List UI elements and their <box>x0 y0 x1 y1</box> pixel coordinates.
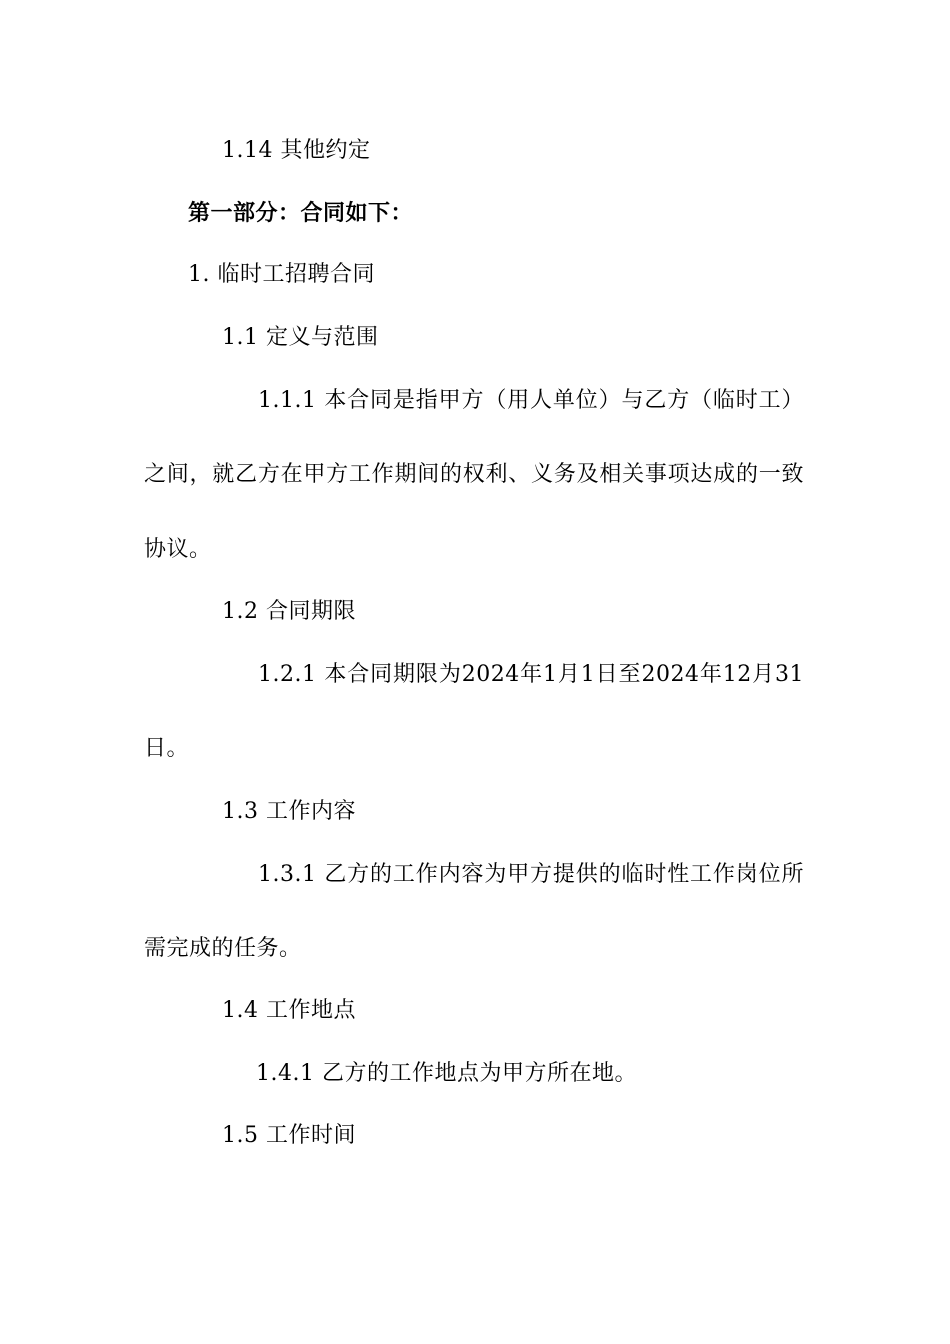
clause-1-4-title: 1.4 工作地点 <box>222 998 356 1023</box>
clause-1-1-1-line-2: 之间，就乙方在甲方工作期间的权利、义务及相关事项达成的一致 <box>144 462 804 487</box>
clause-1-4-1: 1.4.1 乙方的工作地点为甲方所在地。 <box>256 1061 637 1086</box>
clause-1-1-title: 1.1 定义与范围 <box>222 325 379 350</box>
clause-1-2-1-line-1: 1.2.1 本合同期限为2024年1月1日至2024年12月31 <box>258 662 804 687</box>
clause-1-14: 1.14 其他约定 <box>222 138 371 163</box>
clause-1-2-1-line-2: 日。 <box>144 736 190 761</box>
clause-1-3-1-line-2: 需完成的任务。 <box>144 936 302 961</box>
clause-1-5-title: 1.5 工作时间 <box>222 1123 356 1148</box>
clause-1-2-title: 1.2 合同期限 <box>222 599 356 624</box>
clause-1-1-1-line-1: 1.1.1 本合同是指甲方（用人单位）与乙方（临时工） <box>258 388 804 413</box>
section-1-title: 1. 临时工招聘合同 <box>188 262 375 287</box>
clause-1-3-1-line-1: 1.3.1 乙方的工作内容为甲方提供的临时性工作岗位所 <box>258 862 804 887</box>
clause-1-1-1-line-3: 协议。 <box>144 537 212 562</box>
clause-1-3-title: 1.3 工作内容 <box>222 799 356 824</box>
part-one-heading: 第一部分：合同如下： <box>188 200 414 226</box>
